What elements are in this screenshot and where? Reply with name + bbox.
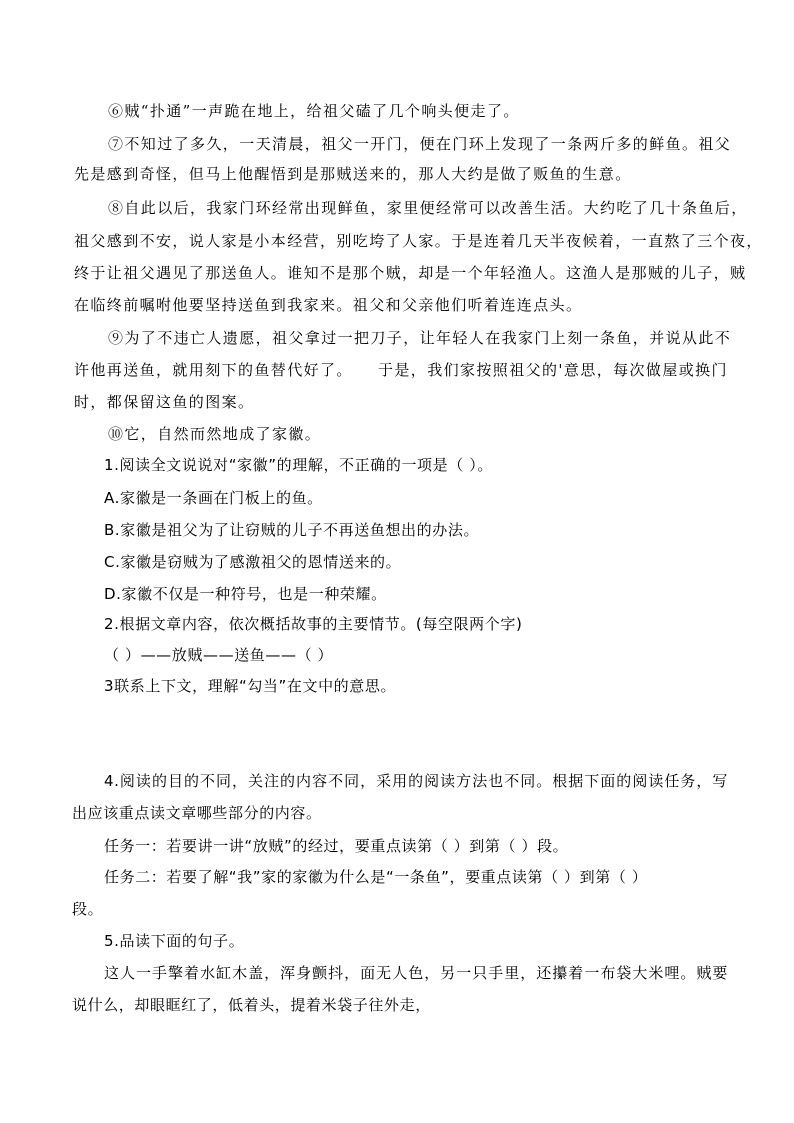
paragraph-7-line-2: 先是感到奇怪，但马上他醒悟到是那贼送来的，那人大约是做了贩鱼的生意。 [74, 165, 632, 183]
question-5-quote-line-1: 这人一手擎着水缸木盖，浑身颤抖，面无人色，另一只手里，还攥着一布袋大米哩。贼要 [104, 964, 728, 982]
question-4-line-2: 出应该重点读文章哪些部分的内容。 [72, 804, 322, 822]
question-1-option-a: A.家徽是一条画在门板上的鱼。 [104, 489, 323, 507]
question-4-task-1: 任务一：若要讲一讲“放贼”的经过，要重点读第（ ）到第（ ）段。 [104, 837, 569, 855]
question-5-stem: 5.品读下面的句子。 [104, 932, 245, 950]
question-4-task-2-end: 段。 [72, 900, 104, 918]
paragraph-7-line-1: ⑦不知过了多久，一天清晨，祖父一开门，便在门环上发现了一条两斤多的鲜鱼。祖父 [108, 135, 732, 153]
paragraph-9-line-3: 时，都保留这鱼的图案。 [74, 393, 255, 411]
paragraph-9-line-1: ⑨为了不违亡人遗愿，祖父拿过一把刀子，让年轻人在我家门上刻一条鱼，并说从此不 [108, 329, 732, 347]
paragraph-9-line-2: 许他再送鱼，就用刻下的鱼替代好了。 [74, 361, 353, 379]
question-5-quote-line-2: 说什么，却眼眶红了，低着头，提着米袋子往外走， [72, 996, 431, 1014]
question-1-option-b: B.家徽是祖父为了让窃贼的儿子不再送鱼想出的办法。 [104, 521, 480, 539]
question-2-blanks: （ ）——放贼——送鱼——（ ） [104, 646, 334, 664]
question-1-stem: 1.阅读全文说说对“家徽”的理解，不正确的一项是（ ）。 [104, 456, 493, 474]
question-4-task-2: 任务二：若要了解“我”家的家徽为什么是“一条鱼”，要重点读第（ ）到第（ ） [104, 868, 648, 886]
paragraph-10: ⑩它，自然而然地成了家徽。 [108, 425, 322, 443]
question-1-option-d: D.家徽不仅是一种符号，也是一种荣耀。 [104, 585, 387, 603]
paragraph-6: ⑥贼“扑通”一声跪在地上，给祖父磕了几个响头便走了。 [108, 102, 520, 120]
paragraph-8-line-4: 在临终前嘱咐他要坚持送鱼到我家来。祖父和父亲他们听着连连点头。 [74, 296, 583, 314]
question-2-stem: 2.根据文章内容，依次概括故事的主要情节。(每空限两个字) [104, 615, 523, 633]
paragraph-8-line-3: 终于让祖父遇见了那送鱼人。谁知不是那个贼，却是一个年轻渔人。这渔人是那贼的儿子，贼 [74, 264, 747, 282]
question-4-line-1: 4.阅读的目的不同，关注的内容不同，采用的阅读方法也不同。根据下面的阅读任务，写 [104, 772, 728, 790]
paragraph-9-line-2b: 于是，我们家按照祖父的'意思，每次做屋或换门 [378, 361, 728, 379]
question-1-option-c: C.家徽是窃贼为了感激祖父的恩情送来的。 [104, 553, 402, 571]
paragraph-8-line-1: ⑧自此以后，我家门环经常出现鲜鱼，家里便经常可以改善生活。大约吃了几十条鱼后， [108, 199, 748, 217]
question-3-stem: 3联系上下文，理解“勾当”在文中的意思。 [104, 677, 397, 695]
paragraph-8-line-2: 祖父感到不安，说人家是小本经营，别吃垮了人家。于是连着几天半夜候着，一直熬了三个夜， [74, 232, 763, 250]
